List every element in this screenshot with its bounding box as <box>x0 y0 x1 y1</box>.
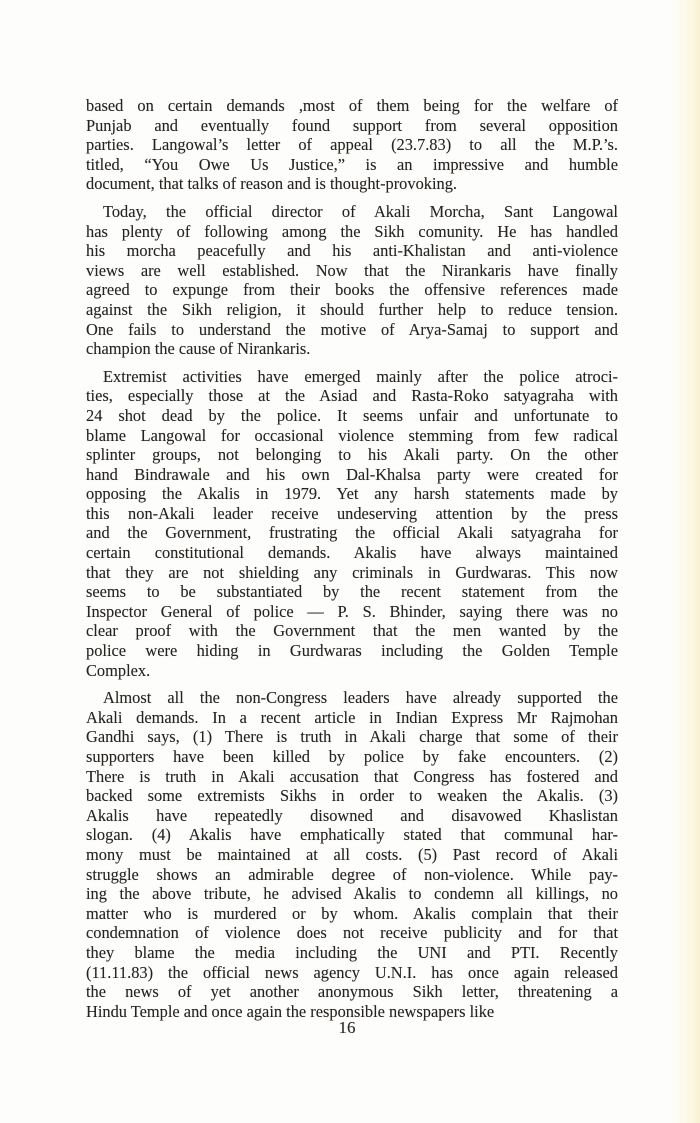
text-line: certain constitutional demands. Akalis have always maintained <box>86 543 618 563</box>
paragraph <box>86 96 618 194</box>
text-line: Inspector General of police — P. S. Bhinder, saying there was no <box>86 601 618 621</box>
page-number: 16 <box>338 1018 356 1037</box>
text-line: Today, the official director of Akali Morcha, Sant Langowal <box>103 201 618 221</box>
text-line: struggle shows an admirable degree of non-violence. While pay- <box>86 864 618 884</box>
text-line: views are well established. Now that the Nirankaris have finally <box>86 260 618 280</box>
text-line: that they are not shielding any criminals in Gurdwaras. This now <box>86 562 618 582</box>
text-line: Punjab and eventually found support from several opposition <box>86 115 618 135</box>
paragraph <box>86 688 618 1021</box>
text-line: There is truth in Akali accusation that Congress has fostered and <box>86 766 618 786</box>
text-line: hand Bindrawale and his own Dal-Khalsa party were created for <box>86 464 618 484</box>
text-line: ing the above tribute, he advised Akalis to condemn all killings, no <box>86 884 618 904</box>
text-line: 24 shot dead by the police. It seems unfair and unfortunate to <box>86 405 618 425</box>
text-line: agreed to expunge from their books the offensive references made <box>86 280 618 300</box>
text-line: matter who is murdered or by whom. Akalis complain that their <box>86 903 618 923</box>
text-line: (11.11.83) the official news agency U.N.I. has once again released <box>86 962 618 982</box>
text-line: splinter groups, not belonging to his Akali party. On the other <box>86 445 618 465</box>
text-line: Complex. <box>86 660 151 680</box>
text-line: slogan. (4) Akalis have emphatically stated that communal har- <box>86 825 618 845</box>
text-line: mony must be maintained at all costs. (5) Past record of Akali <box>86 844 618 864</box>
text-line: supporters have been killed by police by fake encounters. (2) <box>86 747 618 766</box>
page-text <box>86 96 618 1029</box>
text-line: blame Langowal for occasional violence stemming from few radical <box>86 425 618 445</box>
text-line: One fails to understand the motive of Arya-Samaj to support and <box>86 319 618 339</box>
paragraph <box>86 367 618 681</box>
paragraph <box>86 202 618 359</box>
text-line: has plenty of following among the Sikh comunity. He has handled <box>86 221 618 241</box>
text-line: Gandhi says, (1) There is truth in Akali charge that some of their <box>86 727 618 747</box>
text-line: based on certain demands ,most of them being for the welfare of <box>86 96 618 115</box>
text-line: ties, especially those at the Asiad and Rasta-Roko satyagraha with <box>86 386 618 406</box>
text-line: his morcha peacefully and his anti-Khalistan and anti-violence <box>86 241 618 261</box>
text-line: and the Government, frustrating the official Akali satyagraha for <box>86 523 618 543</box>
text-line: opposing the Akalis in 1979. Yet any harsh statements made by <box>86 484 618 504</box>
text-line: titled, “You Owe Us Justice,” is an impressive and humble <box>86 154 618 174</box>
text-line: Akalis have repeatedly disowned and disavowed Khaslistan <box>86 805 618 825</box>
text-line: this non-Akali leader receive undeserving attention by the press <box>86 503 618 523</box>
text-line: backed some extremists Sikhs in order to weaken the Akalis. (3) <box>86 786 618 806</box>
text-line: Akali demands. In a recent article in Indian Express Mr Rajmohan <box>86 707 618 727</box>
text-line: against the Sikh religion, it should further help to reduce tension. <box>86 299 618 319</box>
text-line: Extremist activities have emerged mainly after the police atroci- <box>103 366 618 386</box>
text-line: Hindu Temple and once again the responsible newspapers like <box>86 1001 495 1021</box>
text-line: clear proof with the Government that the men wanted by the <box>86 621 618 641</box>
text-line: document, that talks of reason and is thought-provoking. <box>86 174 457 194</box>
text-line: champion the cause of Nirankaris. <box>86 339 311 359</box>
text-line: the news of yet another anonymous Sikh letter, threatening a <box>86 982 618 1002</box>
text-line: seems to be substantiated by the recent statement from the <box>86 582 618 602</box>
text-line: Almost all the non-Congress leaders have already supported the <box>103 688 618 708</box>
text-line: parties. Langowal’s letter of appeal (23.7.83) to all the M.P.’s. <box>86 135 618 155</box>
text-line: condemnation of violence does not receive publicity and for that <box>86 923 618 943</box>
text-line: they blame the media including the UNI and PTI. Recently <box>86 942 618 962</box>
text-line: police were hiding in Gurdwaras including the Golden Temple <box>86 641 618 661</box>
